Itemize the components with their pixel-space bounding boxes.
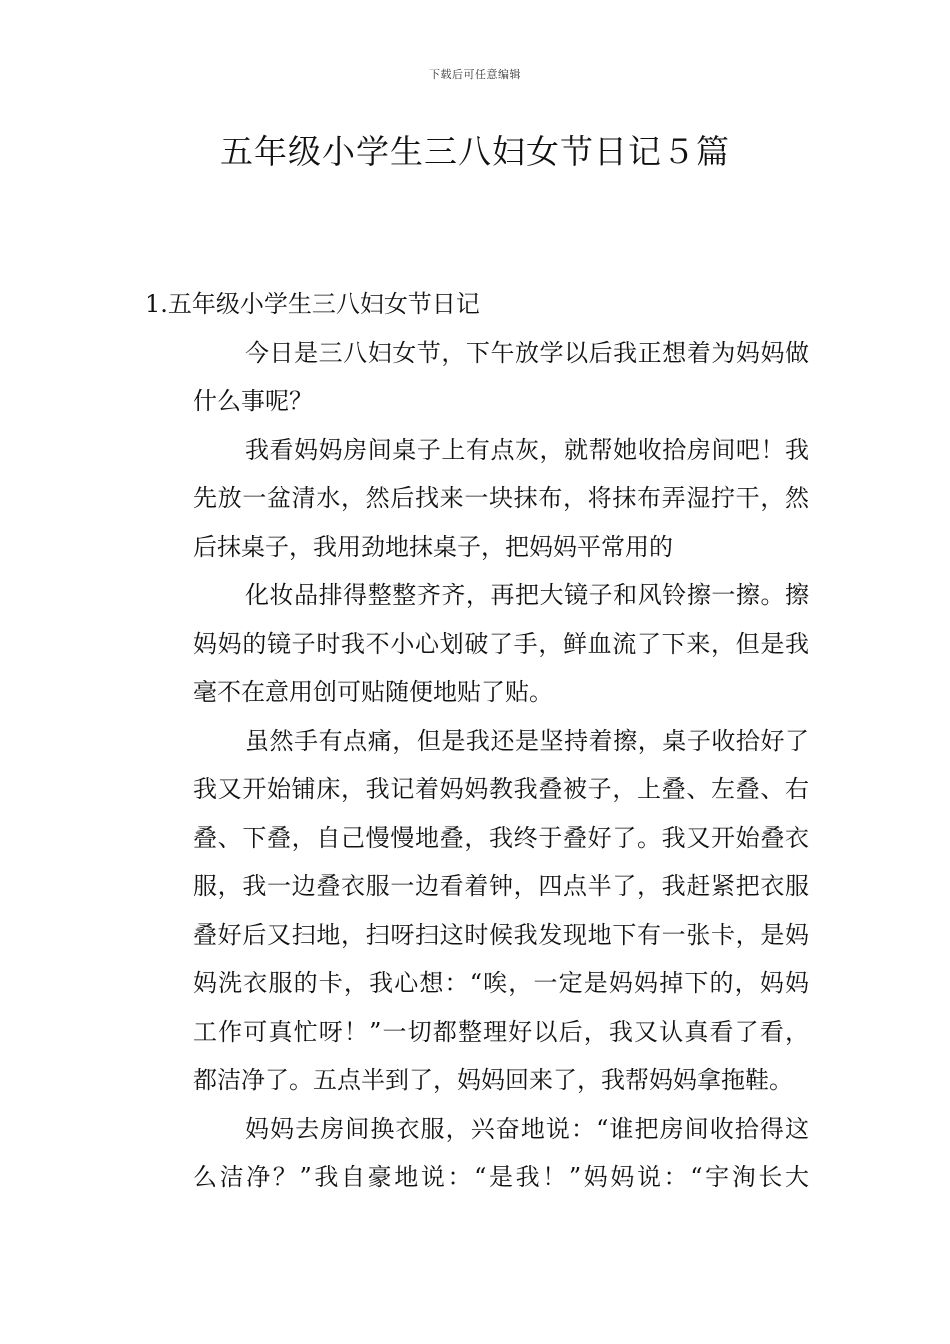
- paragraph-5: [145, 1105, 809, 1202]
- text-line: 工作可真忙呀！”一切都整理好以后，我又认真看了看，: [193, 1017, 809, 1046]
- text-line: 叠、下叠，自己慢慢地叠，我终于叠好了。我又开始叠衣: [193, 823, 809, 852]
- text-line: 我看妈妈房间桌子上有点灰，就帮她收拾房间吧！我: [245, 435, 809, 464]
- paragraph-3: [145, 571, 809, 717]
- paragraph-4: [145, 717, 809, 1105]
- text-line: 叠好后又扫地，扫呀扫这时候我发现地下有一张卡，是妈: [193, 920, 809, 949]
- document-body: [145, 280, 809, 1202]
- text-line: 今日是三八妇女节，下午放学以后我正想着为妈妈做: [245, 338, 809, 367]
- text-line: 么洁净？”我自豪地说：“是我！”妈妈说：“宇洵长大: [193, 1163, 809, 1191]
- text-line: 妈洗衣服的卡，我心想：“唉，一定是妈妈掉下的，妈妈: [193, 969, 809, 997]
- text-line: 我又开始铺床，我记着妈妈教我叠被子，上叠、左叠、右: [193, 775, 809, 803]
- text-line: 虽然手有点痛，但是我还是坚持着擦，桌子收拾好了: [245, 726, 809, 755]
- text-line: 后抹桌子，我用劲地抹桌子，把妈妈平常用的: [193, 532, 673, 561]
- text-line: 妈妈的镜子时我不小心划破了手，鲜血流了下来，但是我: [193, 629, 809, 658]
- text-line: 化妆品排得整整齐齐，再把大镜子和风铃擦一擦。擦: [245, 581, 809, 609]
- text-line: 都洁净了。五点半到了，妈妈回来了，我帮妈妈拿拖鞋。: [193, 1066, 793, 1094]
- page-title: 五年级小学生三八妇女节日记５篇: [220, 132, 730, 171]
- header-note: 下载后可任意编辑: [429, 68, 521, 81]
- text-line: 毫不在意用创可贴随便地贴了贴。: [193, 678, 553, 706]
- paragraph-1: [145, 329, 809, 426]
- text-line: 服，我一边叠衣服一边看着钟，四点半了，我赶紧把衣服: [193, 872, 809, 900]
- section-heading: 1.五年级小学生三八妇女节日记: [145, 290, 480, 318]
- text-line: 什么事呢？: [193, 387, 313, 415]
- paragraph-2: [145, 426, 809, 572]
- text-line: 先放一盆清水，然后找来一块抹布，将抹布弄湿拧干，然: [193, 484, 809, 512]
- text-line: 妈妈去房间换衣服，兴奋地说：“谁把房间收拾得这: [245, 1114, 809, 1143]
